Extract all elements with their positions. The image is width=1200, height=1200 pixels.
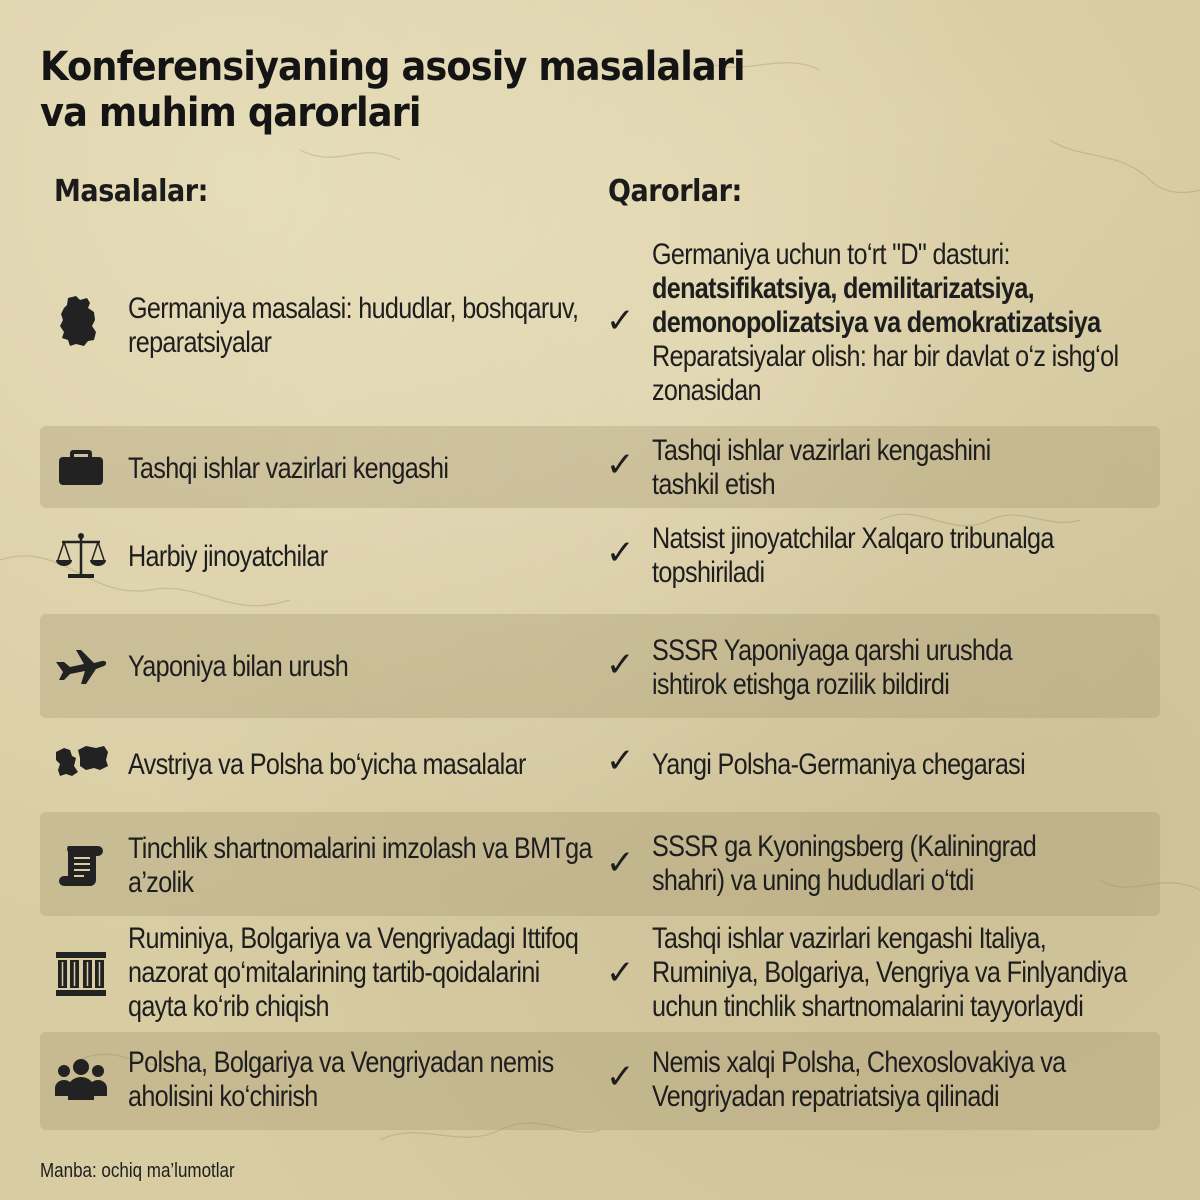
decisions-column-header: Qarorlar: [608,174,742,209]
table-row [40,920,1160,1028]
decision-line: Tashqi ishlar vazirlari kengashini [652,434,991,467]
issue-text: Avstriya va Polsha bo‘yicha masalalar [128,748,526,781]
check-icon: ✓ [606,533,635,573]
check-icon: ✓ [606,1057,635,1097]
decision-line: Vengriyadan repatriatsiya qilinadi [652,1080,999,1113]
decision-text [652,922,1156,1024]
decision-line-bold: demonopolizatsiya va demokratizatsiya [652,306,1101,339]
decision-line: Yangi Polsha-Germaniya chegarasi [652,748,1026,781]
issue-text: Yaponiya bilan urush [128,650,349,683]
page-title: Konferensiyaning asosiy masalalari va muhim qarorlari [40,44,745,136]
decision-text [652,830,1156,898]
decision-line-bold: denatsifikatsiya, demilitarizatsiya, [652,272,1034,305]
decision-text [652,1046,1156,1114]
table-row [40,614,1160,718]
germany-map-icon [54,294,108,348]
table-row [40,426,1160,508]
decision-line: ishtirok etishga rozilik bildirdi [652,668,950,701]
table-row [40,812,1160,916]
issues-column-header: Masalalar: [54,174,208,209]
check-icon: ✓ [606,645,635,685]
decision-line: Nemis xalqi Polsha, Chexoslovakiya va [652,1046,1066,1079]
scales-icon [54,530,108,584]
source-note: Manba: ochiq ma’lumotlar [40,1160,235,1182]
decision-line: SSSR ga Kyoningsberg (Kaliningrad [652,830,1037,863]
table-row [40,512,1160,608]
people-group-icon [54,1054,108,1108]
decision-line: zonasidan [652,374,761,407]
decision-text [652,748,1156,782]
check-icon: ✓ [606,953,635,993]
airplane-icon [54,640,108,694]
issue-text: Harbiy jinoyatchilar [128,540,328,573]
briefcase-icon [54,440,108,494]
decision-line: tashkil etish [652,468,775,501]
issue-text: Germaniya masalasi: hududlar, boshqaruv, reparatsiyalar [128,292,579,359]
table-row [40,232,1160,412]
issue-text: Polsha, Bolgariya va Vengriyadan nemis aholisini ko‘chirish [128,1046,554,1113]
table-row [40,1032,1160,1130]
table-row [40,722,1160,806]
issue-text: Ruminiya, Bolgariya va Vengriyadagi Ittifoq nazorat qo‘mitalarining tartib-qoidalarini qayta ko‘rib chiqish [128,922,579,1023]
decision-line: SSSR Yaponiyaga qarshi urushda [652,634,1012,667]
check-icon: ✓ [606,301,635,341]
issue-text: Tashqi ishlar vazirlari kengashi [128,452,449,485]
decision-line: Germaniya uchun to‘rt "D" dasturi: [652,238,1010,271]
decision-text [652,238,1156,408]
decision-line: uchun tinchlik shartnomalarini tayyorlaydi [652,990,1084,1023]
check-icon: ✓ [606,843,635,883]
government-building-icon [54,946,108,1000]
austria-poland-map-icon [54,736,108,790]
check-icon: ✓ [606,741,635,781]
decision-line: shahri) va uning hududlari o‘tdi [652,864,974,897]
decision-line: Ruminiya, Bolgariya, Vengriya va Finlyandiya [652,956,1127,989]
check-icon: ✓ [606,445,635,485]
decision-text [652,634,1156,702]
decision-line: topshiriladi [652,556,765,589]
issue-text: Tinchlik shartnomalarini imzolash va BMTga a’zolik [128,832,592,899]
decision-line: Natsist jinoyatchilar Xalqaro tribunalga [652,522,1054,555]
decision-line: Reparatsiyalar olish: har bir davlat o‘z ishg‘ol [652,340,1119,373]
decision-text [652,522,1156,590]
decision-text [652,434,1156,502]
scroll-icon [54,840,108,894]
decision-line: Tashqi ishlar vazirlari kengashi Italiya, [652,922,1047,955]
